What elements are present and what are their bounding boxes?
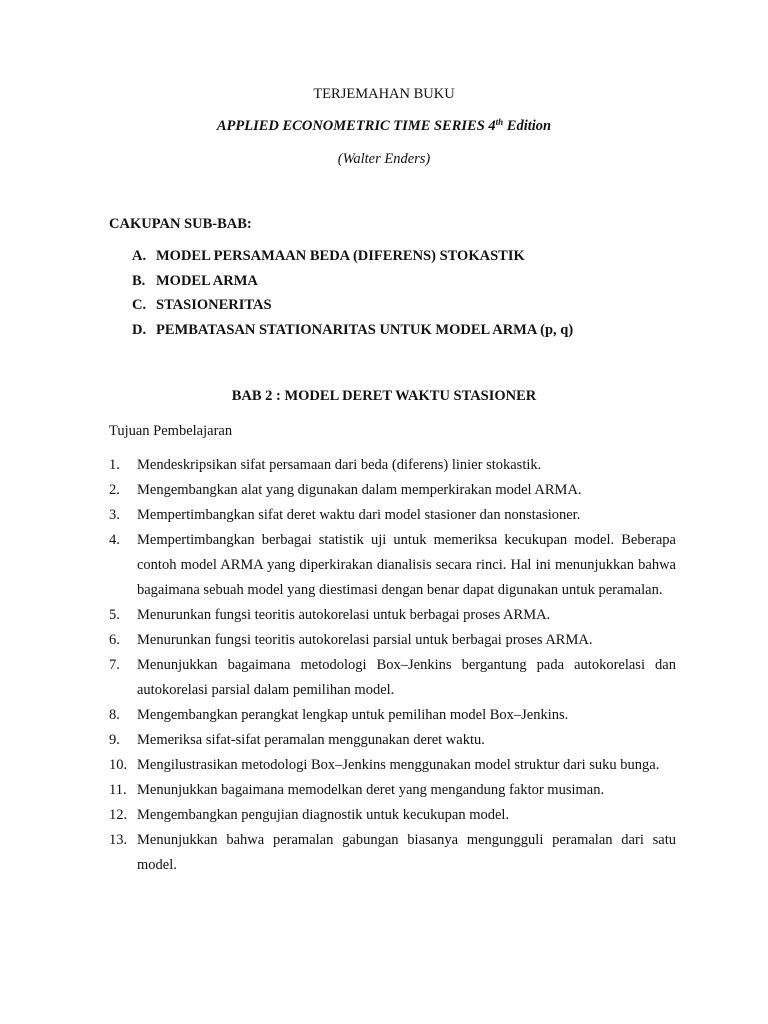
objective-text: Menurunkan fungsi teoritis autokorelasi untuk berbagai proses ARMA. xyxy=(137,607,551,623)
objective-item xyxy=(109,503,676,528)
objective-number: 5. xyxy=(109,607,120,623)
objective-text: Memeriksa sifat-sifat peramalan menggunakan deret waktu. xyxy=(137,732,485,748)
chapter-title: BAB 2 : MODEL DERET WAKTU STASIONER xyxy=(231,388,537,404)
objective-text: Mengembangkan alat yang digunakan dalam memperkirakan model ARMA. xyxy=(137,482,582,498)
scope-item xyxy=(132,273,573,298)
scope-heading: CAKUPAN SUB-BAB: xyxy=(109,216,252,232)
objective-number: 7. xyxy=(109,657,120,673)
objective-text: Mengilustrasikan metodologi Box–Jenkins menggunakan model struktur dari suku bunga. xyxy=(137,757,660,773)
objective-item xyxy=(109,478,676,503)
scope-item xyxy=(132,297,573,322)
scope-list xyxy=(132,248,573,346)
scope-item xyxy=(132,248,573,273)
scope-item-letter: D. xyxy=(132,321,147,338)
objective-number: 2. xyxy=(109,482,120,498)
objective-text: Menurunkan fungsi teoritis autokorelasi parsial untuk berbagai proses ARMA. xyxy=(137,632,593,648)
objective-text: Menunjukkan bagaimana memodelkan deret yang mengandung faktor musiman. xyxy=(137,782,605,798)
scope-item xyxy=(132,322,573,347)
objective-number: 13. xyxy=(109,832,128,848)
objective-item xyxy=(109,653,676,703)
scope-item-letter: C. xyxy=(132,297,147,313)
scope-item-text: MODEL ARMA xyxy=(156,272,258,289)
scope-item-text: PEMBATASAN STATIONARITAS UNTUK MODEL ARMA (p, q) xyxy=(156,321,574,338)
objective-number: 11. xyxy=(109,782,127,798)
scope-item-letter: B. xyxy=(132,272,146,289)
objective-number: 3. xyxy=(109,507,120,523)
objective-item xyxy=(109,628,676,653)
scope-item-letter: A. xyxy=(132,248,147,264)
objective-text: Menunjukkan bagaimana metodologi Box–Jenkins bergantung pada autokorelasi dan autokorelasi parsial dalam pemilihan model. xyxy=(137,657,676,698)
objective-number: 4. xyxy=(109,532,120,548)
objective-item xyxy=(109,728,676,753)
objective-number: 9. xyxy=(109,732,120,748)
objective-number: 12. xyxy=(109,807,128,823)
objective-item xyxy=(109,453,676,478)
objectives-heading: Tujuan Pembelajaran xyxy=(109,423,233,439)
book-title-main: APPLIED ECONOMETRIC TIME SERIES 4 xyxy=(216,118,496,134)
objective-text: Mendeskripsikan sifat persamaan dari beda (diferens) linier stokastik. xyxy=(137,457,542,473)
document-title: TERJEMAHAN BUKU xyxy=(313,86,455,102)
objective-item xyxy=(109,803,676,828)
objective-item xyxy=(109,828,676,878)
objective-text: Mempertimbangkan sifat deret waktu dari model stasioner dan nonstasioner. xyxy=(137,507,581,523)
book-title-superscript: th xyxy=(495,117,504,127)
author-line: (Walter Enders) xyxy=(337,151,431,167)
objective-number: 6. xyxy=(109,632,120,648)
objective-number: 1. xyxy=(109,457,120,473)
objective-item xyxy=(109,703,676,728)
scope-item-text: STASIONERITAS xyxy=(156,297,272,313)
objective-text: Mempertimbangkan berbagai statistik uji untuk memeriksa kecukupan model. Beberapa contoh model ARMA yang diperkirakan dianalisis secara rinci. Hal ini menunjukkan bahwa bagaimana sebuah model yang diestimasi dengan benar dapat digunakan untuk peramalan. xyxy=(137,532,676,598)
objective-item xyxy=(109,603,676,628)
objective-text: Menunjukkan bahwa peramalan gabungan biasanya mengungguli peramalan dari satu model. xyxy=(137,832,676,873)
scope-item-text: MODEL PERSAMAAN BEDA (DIFERENS) STOKASTIK xyxy=(156,248,525,264)
objective-text: Mengembangkan perangkat lengkap untuk pemilihan model Box–Jenkins. xyxy=(137,707,569,723)
objective-number: 10. xyxy=(109,757,128,773)
objective-item xyxy=(109,528,676,603)
objective-item xyxy=(109,753,676,778)
objectives-list xyxy=(109,453,676,878)
book-title xyxy=(0,118,768,135)
objective-text: Mengembangkan pengujian diagnostik untuk kecukupan model. xyxy=(137,807,510,823)
objective-number: 8. xyxy=(109,707,120,723)
book-title-edition: Edition xyxy=(503,118,552,134)
objective-item xyxy=(109,778,676,803)
